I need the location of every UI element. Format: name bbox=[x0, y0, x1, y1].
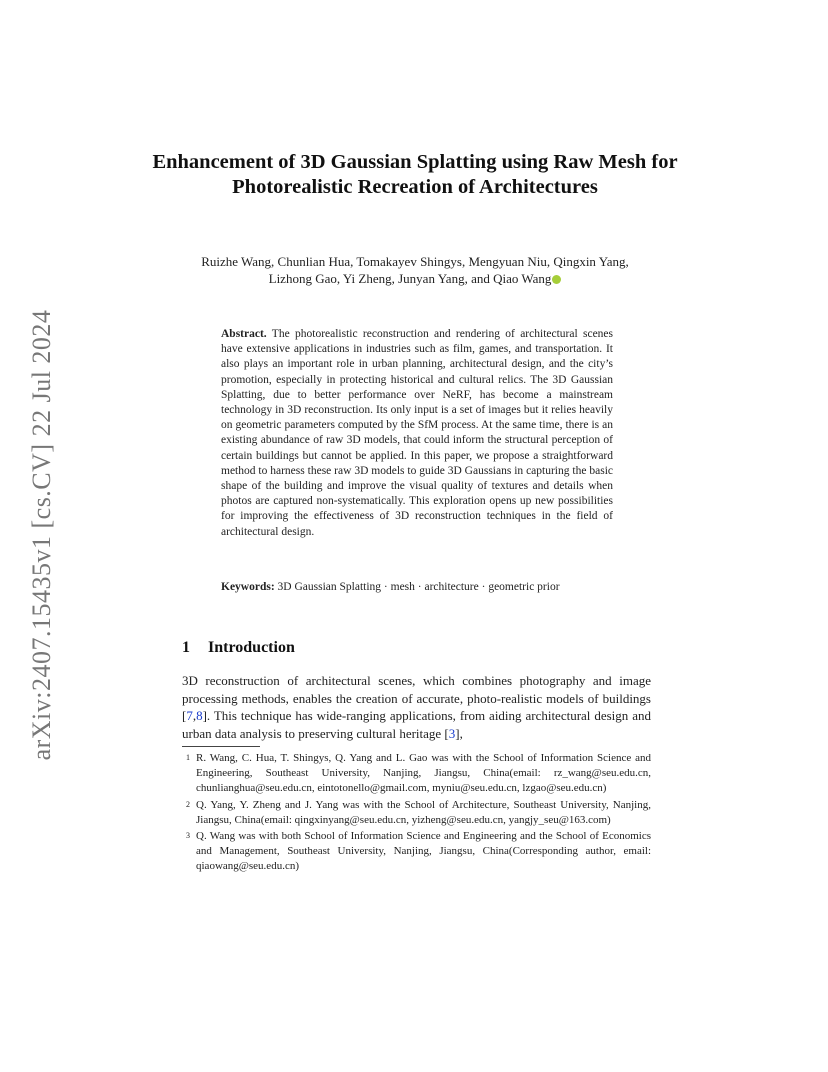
footnote-text: Q. Yang, Y. Zheng and J. Yang was with the School of Architecture, Southeast University, Nanjing, Jiangsu, China(email: qingxinyang@seu.edu.cn, yizheng@seu.edu.cn, yangjy_seu@163.com) bbox=[196, 798, 651, 826]
abstract-text: The photorealistic reconstruction and rendering of architectural scenes have extensive applications in industries such as film, games, and transportation. It also plays an important role in urban planning, architectural design, and the city’s promotion, especially in protecting historical and cultural relics. The 3D Gaussian Splatting, due to better performance over NeRF, has become a mainstream technology in 3D reconstruction. Its only input is a set of images but it relies heavily on geometric parameters computed by the SfM process. At the same time, there is an existing abundance of raw 3D models, that could inform the structural perception of certain buildings but cannot be applied. In this paper, we propose a straightforward method to harness these raw 3D models to guide 3D Gaussians in capturing the basic shape of the building and improve the visual quality of textures and details when photos are captured non-systematically. This exploration opens up new possibilities for improving the effectiveness of 3D reconstruction techniques in the field of architectural design. bbox=[221, 328, 614, 538]
introduction-paragraph bbox=[182, 672, 651, 742]
footnote-mark: 3 bbox=[186, 831, 190, 841]
citation-link-3[interactable]: 3 bbox=[448, 725, 456, 741]
footnote-3 bbox=[182, 829, 651, 875]
keywords-text: 3D Gaussian Splatting · mesh · architecture · geometric prior bbox=[277, 581, 560, 593]
footnote-2 bbox=[182, 798, 651, 828]
intro-text-start: 3D reconstruction of architectural scenes, which combines photography and image processing methods, enables the creation of accurate, photo-realistic models of buildings [ bbox=[182, 673, 651, 723]
arxiv-identifier-text: arXiv:2407.15435v1 [cs.CV] 22 Jul 2024 bbox=[27, 309, 56, 761]
footnote-text: R. Wang, C. Hua, T. Shingys, Q. Yang and L. Gao was with the School of Information Science and Engineering, Southeast University, Nanjing, Jiangsu, China(email: rz_wang@seu.edu.cn, chunlianghua@seu.edu.cn, eintotonello@gmail.com, myniu@seu.edu.cn, lzgao@seu.edu.cn) bbox=[196, 752, 651, 795]
section-heading-introduction bbox=[182, 639, 295, 657]
footnotes bbox=[182, 751, 651, 876]
orcid-icon[interactable] bbox=[552, 275, 561, 284]
paper-title: Enhancement of 3D Gaussian Splatting using Raw Mesh for Photorealistic Recreation of Architectures bbox=[152, 151, 678, 198]
section-number: 1 bbox=[182, 639, 190, 656]
abstract-label: Abstract. bbox=[221, 328, 267, 340]
author-names: Ruizhe Wang, Chunlian Hua, Tomakayev Shingys, Mengyuan Niu, Qingxin Yang, Lizhong Gao, Yi Zheng, Junyan Yang, and Qiao Wang bbox=[201, 254, 629, 286]
abstract bbox=[221, 327, 613, 540]
author-list bbox=[180, 253, 650, 287]
citation-separator: , bbox=[192, 708, 197, 723]
arxiv-identifier-stamp bbox=[22, 300, 62, 770]
section-title: Introduction bbox=[208, 639, 295, 656]
intro-text-end: ], bbox=[455, 725, 463, 741]
footnote-text: Q. Wang was with both School of Information Science and Engineering and the School of Economics and Management, Southeast University, Nanjing, Jiangsu, China(Corresponding author, email: qiaowang@seu.edu.cn) bbox=[196, 830, 651, 873]
intro-text-middle: ]. This technique has wide-ranging applications, from aiding architectural design and urban data analysis to preserving cultural heritage [ bbox=[182, 708, 651, 741]
footnote-mark: 1 bbox=[186, 753, 190, 762]
footnote-mark: 2 bbox=[186, 799, 190, 809]
citation-link-7[interactable]: 7 bbox=[186, 708, 193, 723]
citation-link-8[interactable]: 8 bbox=[196, 708, 203, 723]
footnote-divider bbox=[182, 746, 260, 747]
keywords bbox=[221, 580, 613, 595]
footnote-1 bbox=[182, 751, 651, 797]
keywords-label: Keywords: bbox=[221, 581, 275, 593]
